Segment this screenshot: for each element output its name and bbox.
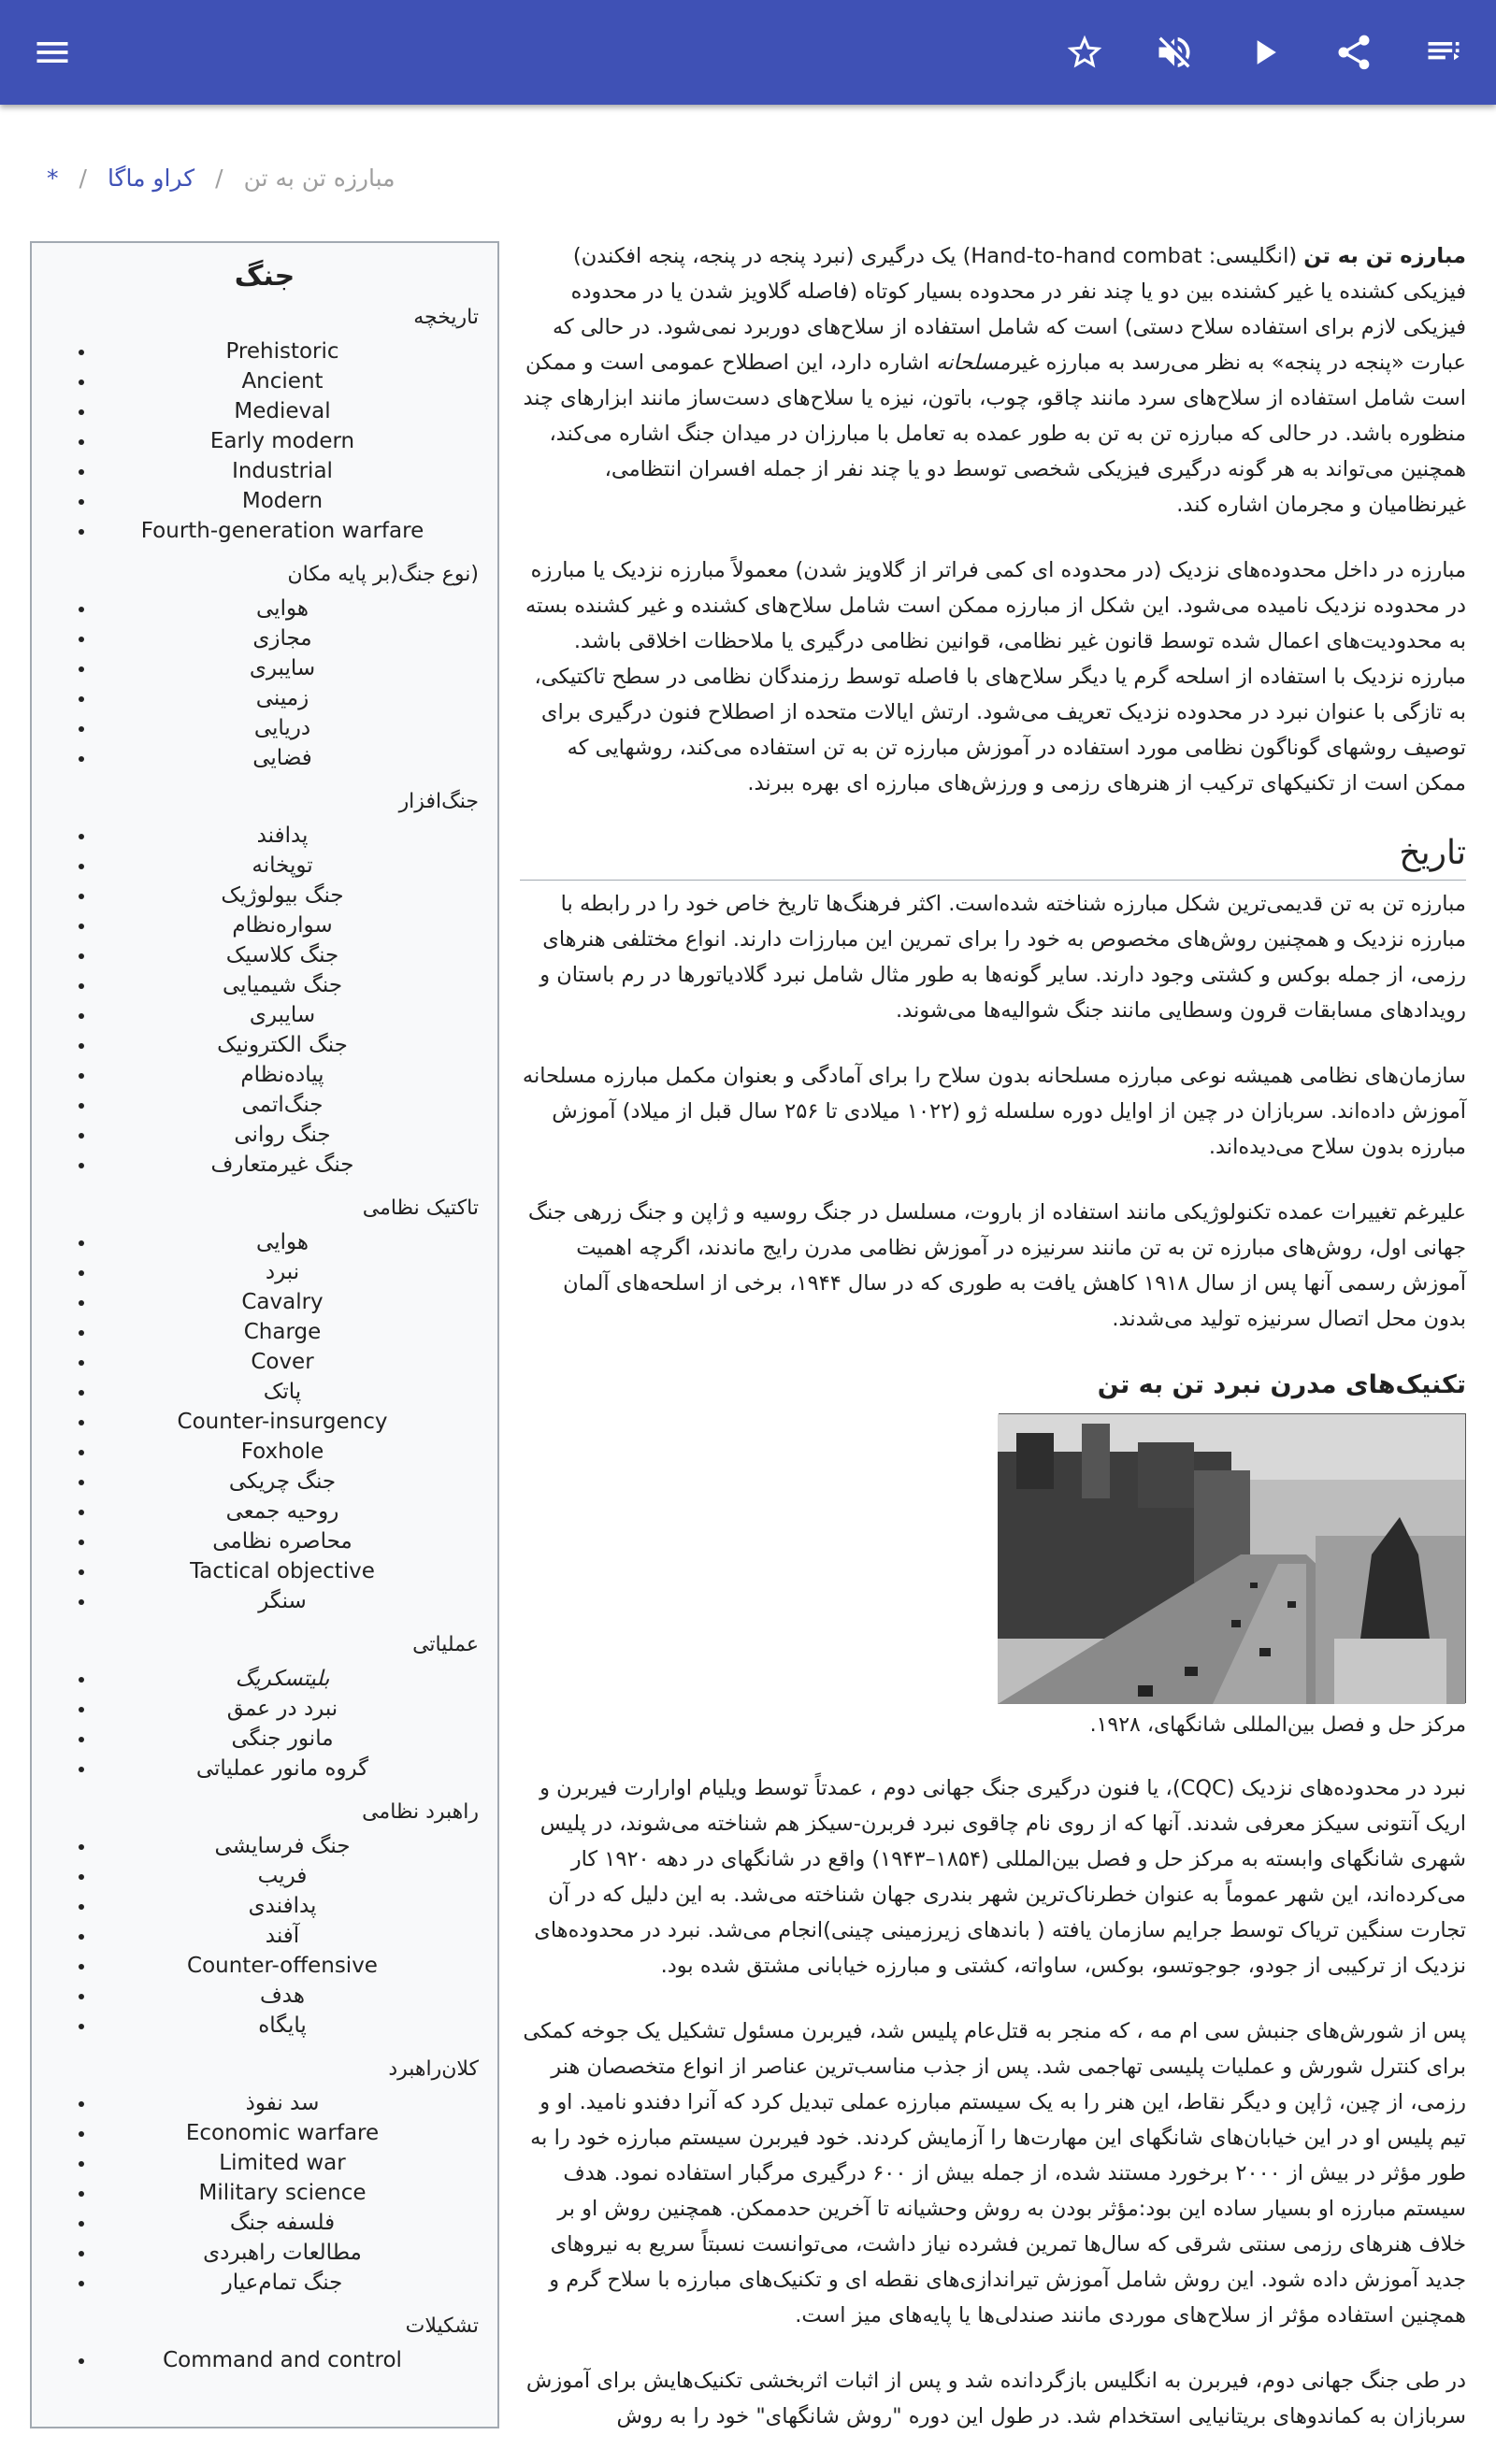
navbox-section-heading[interactable]: راهبرد نظامی	[362, 1800, 479, 1824]
navbox-link[interactable]: هوایی	[47, 1227, 482, 1257]
navbox-link[interactable]: سنگر	[47, 1586, 482, 1616]
navbox-section-heading[interactable]: کلان‌راهبرد	[388, 2057, 479, 2081]
navbox-link[interactable]: پدافند	[47, 821, 482, 851]
navbox-section	[47, 790, 482, 1180]
navbox-link[interactable]: فریب	[47, 1861, 482, 1891]
intro-text-2: اشاره دارد، این اصطلاح عمومی است و ممکن است شامل استفاده از سلاح‌های سرد مانند چاقو، چوب، باتون، نیزه یا سلاح‌های دست‌ساز مانند ابزارهای چند منظوره باشد. در حالی که مبارزه تن به تن به طور عمده به تعامل با مبارزان در میدان جنگ اشاره می‌کند، همچنین می‌تواند به هر گونه درگیری فیزیکی شخصی توسط دو یا چند نفر از جمله افسران انتظامی، غیرنظامیان و مجرمان اشاره کند.	[523, 351, 1466, 517]
paragraph: سازمان‌های نظامی همیشه نوعی مبارزه مسلحانه بدون سلاح را برای آمادگی و بعنوان مکمل مبارزه مسلحانه آموزش داده‌اند. سربازان در چین از اوایل دوره سلسله ژو (۱۰۲۲ میلادی تا ۲۵۶ سال قبل از میلاد) آموزش مبارزه بدون سلاح می‌دیده‌اند.	[522, 1064, 1466, 1159]
navbox-link[interactable]: زمینی	[47, 683, 482, 713]
navbox-link[interactable]: Economic warfare	[47, 2118, 482, 2148]
navbox-section-heading[interactable]: تاکتیک نظامی	[362, 1196, 479, 1220]
share-icon[interactable]	[1309, 0, 1399, 105]
navbox-section	[47, 2057, 482, 2298]
paragraph: نبرد در محدوده‌های نزدیک (CQC)، یا فنون درگیری جنگ جهانی دوم ، عمدتاً توسط ویلیام اوارارت فیربرن و اریک آنتونی سیکز معرفی شدند. آنها که از روی نام چاقوی نبرد فربرن-سیکز هم شناخته می‌شوند، در پلیس شهری شانگهای وابسته به مرکز حل و فصل بین‌المللی (۱۸۵۴–۱۹۴۳) واقع در شانگهای در دهه ۱۹۲۰ کار می‌کرده‌اند، این شهر عموماً به عنوان خطرناک‌ترین شهر بندری جهان شناخته می‌شد. به این دلیل که در آن تجارت سنگین تریاک توسط جرایم سازمان یافته ( باندهای زیرزمینی چینی)انجام می‌شد. نبرد در محدوده‌های نزدیک از ترکیبی از جودو، جوجوتسو، بوکس، ساواته، کشتی و مبارزه خیابانی مشتق شده بود.	[534, 1776, 1466, 1978]
paragraph: مبارزه در داخل محدوده‌های نزدیک (در محدوده ای کمی فراتر از گلاویز شدن) معمولاً مبارزه نزدیک یا مبارزه در محدوده نزدیک نامیده می‌شود. این شکل از مبارزه ممکن است شامل سلاح‌های کشنده و غیر کشنده بسته به محدودیت‌های اعمال شده توسط قانون غیر نظامی، قوانین نظامی درگیری یا ملاحظات اخلاقی باشد. مبارزه نزدیک با استفاده از اسلحه گرم یا دیگر سلاح‌های با فاصله توسط رزمندگان نظامی در سطح تاکتیکی، به تازگی با عنوان نبرد در محدوده نزدیک تعریف می‌شود. ارتش ایالات متحده از اصطلاح فنون درگیری برای توصیف روشهای گوناگون نظامی مورد استفاده در آموزش مبارزه تن به تن استفاده می‌کند، روشهایی که ممکن است از تکنیکهای ترکیب از هنرهای رزمی و ورزش‌های مبارزه ای بهره ببرند.	[525, 558, 1466, 795]
navbox-link[interactable]: Cover	[47, 1347, 482, 1377]
navbox-link[interactable]: جنگ فرسایشی	[47, 1831, 482, 1861]
paragraph: در طی جنگ جهانی دوم، فیربرن به انگلیس بازگردانده شد و پس از اثبات اثربخشی تکنیک‌هایش برای آموزش سربازان به کماندوهای بریتانیایی استخدام شد. در طول این دوره "روش شانگهای" خود را به روش	[525, 2369, 1466, 2428]
navbox-link[interactable]: Cavalry	[47, 1287, 482, 1317]
navbox-link[interactable]: بلیتسکریگ	[47, 1664, 482, 1694]
navbox-link[interactable]: Counter-offensive	[47, 1951, 482, 1981]
figure-caption: مرکز حل و فصل بین‌المللی شانگهای، ۱۹۲۸.	[1089, 1713, 1466, 1737]
navbox-link[interactable]: Tactical objective	[47, 1556, 482, 1586]
navbox-sections	[47, 306, 482, 2375]
star-outline-icon[interactable]	[1040, 0, 1129, 105]
navbox-link[interactable]: Modern	[47, 486, 482, 516]
navbox-link[interactable]: سایبری	[47, 653, 482, 683]
navbox-link[interactable]: جنگ‌اتمی	[47, 1090, 482, 1120]
breadcrumb-home[interactable]: *	[47, 165, 59, 192]
navbox-link[interactable]: Command and control	[47, 2345, 482, 2375]
navbox-section	[47, 563, 482, 773]
figure-shanghai	[999, 1413, 1466, 1703]
navbox-list	[47, 2088, 482, 2298]
navbox-list	[47, 821, 482, 1180]
app-bar	[0, 0, 1496, 105]
navbox-link[interactable]: هوایی	[47, 594, 482, 623]
navbox-link[interactable]: جنگ کلاسیک	[47, 940, 482, 970]
photo-illustration	[998, 1414, 1465, 1704]
navbox-link[interactable]: جنگ غیرمتعارف	[47, 1150, 482, 1180]
volume-off-icon[interactable]	[1129, 0, 1219, 105]
navbox-link[interactable]: دریایی	[47, 713, 482, 743]
navbox-link[interactable]: نبرد در عمق	[47, 1694, 482, 1724]
intro-paragraph	[520, 238, 1466, 523]
navbox-link[interactable]: سایبری	[47, 1000, 482, 1030]
navbox-link[interactable]: Military science	[47, 2178, 482, 2208]
navbox-list	[47, 2345, 482, 2375]
breadcrumb	[47, 165, 396, 192]
navbox-link[interactable]: نبرد	[47, 1257, 482, 1287]
playlist-icon[interactable]	[1399, 0, 1489, 105]
navbox-link[interactable]: روحیه جمعی	[47, 1497, 482, 1526]
navbox-list	[47, 1227, 482, 1616]
navbox-link[interactable]: پیاده‌نظام	[47, 1060, 482, 1090]
war-navbox	[30, 241, 499, 2428]
breadcrumb-separator: /	[79, 165, 87, 192]
navbox-link[interactable]: محاصره نظامی	[47, 1526, 482, 1556]
navbox-link[interactable]: پاتک	[47, 1377, 482, 1407]
navbox-link[interactable]: پایگاه	[47, 2011, 482, 2041]
article-subject: مبارزه تن به تن	[1303, 244, 1466, 268]
navbox-link[interactable]: Prehistoric	[47, 337, 482, 366]
section-heading-history: تاریخ	[520, 831, 1466, 881]
navbox-title[interactable]: جنگ	[234, 260, 295, 293]
navbox-link[interactable]: Industrial	[47, 456, 482, 486]
navbox-link[interactable]: جنگ بیولوژیک	[47, 881, 482, 910]
navbox-link[interactable]: Medieval	[47, 396, 482, 426]
menu-icon[interactable]	[0, 0, 105, 105]
navbox-link[interactable]: Early modern	[47, 426, 482, 456]
navbox-link[interactable]: جنگ شیمیایی	[47, 970, 482, 1000]
navbox-link[interactable]: توپخانه	[47, 851, 482, 881]
paragraph: پس از شورش‌های جنبش سی ام مه ، که منجر به قتل‌عام پلیس شد، فیربرن مسئول تشکیل یک جوخه کمکی برای کنترل شورش و عملیات پلیسی تهاجمی شد. پس از جذب مناسب‌ترین عناصر از انواع متخصصان هنر رزمی، از چین، ژاپن و دیگر نقاط، این هنر را به یک سیستم مبارزه عملی تبدیل کرد که آنرا دفندو نامید. او و تیم پلیس او در این خیابان‌های شانگهای این مهارت‌ها را آزمایش کردند. خود فیربرن سیستم مبارزه خود را به طور مؤثر در بیش از ۲۰۰۰ برخورد مستند شده، از جمله بیش از ۶۰۰ درگیری مرگبار استفاده نمود. هدف سیستم مبارزه او بسیار ساده این بود:مؤثر بودن به روش وحشیانه تا آخرین حدممکن. همچنین روش او بر خلاف هنرهای رزمی سنتی شرقی که سال‌ها تمرین فشرده نیاز داشت، می‌توانست نسبتاً سریع به نیروهای جدید آموزش داده شود. این روش شامل آموزش تیراندازی‌های نقطه ای و تکنیک‌های مبارزه با سلاح گرم و همچنین استفاده مؤثر از سلاح‌های موردی مانند صندلی‌ها یا پایه‌های میز است.	[523, 2019, 1466, 2328]
navbox-list	[47, 1664, 482, 1784]
intro-italic: مسلحانه	[936, 351, 1011, 375]
navbox-link[interactable]: Counter-insurgency	[47, 1407, 482, 1437]
navbox-link[interactable]: سواره‌نظام	[47, 910, 482, 940]
play-icon[interactable]	[1219, 0, 1309, 105]
paragraph: علیرغم تغییرات عمده تکنولوژیکی مانند استفاده از باروت، مسلسل در جنگ روسیه و ژاپن و جنگ زرهی جنگ جهانی اول، روش‌های مبارزه تن به تن مانند سرنیزه در آموزش نظامی مدرن رایج ماندند، اگرچه اهمیت آموزش رسمی آنها پس از سال ۱۹۱۸ کاهش یافت به طوری که در سال ۱۹۴۴، برخی از اسلحه‌های آلمان بدون محل اتصال سرنیزه تولید می‌شدند.	[527, 1200, 1466, 1331]
navbox-section-heading[interactable]: تاریخچه	[413, 306, 479, 329]
navbox-link[interactable]: مطالعات راهبردی	[47, 2238, 482, 2268]
intro-text: (انگلیسی: Hand-to-hand combat) یک درگیری (نبرد پنجه در پنجه، پنجه افکندن) فیزیکی کشنده یا غیر کشنده بین دو یا چند نفر در محدوده بسیار کوتاه (فاصله گلاویز شدن یا در محدوده فیزیکی لازم برای استفاده سلاح دستی) است که شامل استفاده از سلاح‌های دوربرد نمی‌شود. در حالی که عبارت «پنجه در پنجه» به نظر می‌رسد به مبارزه غیر	[552, 244, 1466, 375]
paragraph: مبارزه تن به تن قدیمی‌ترین شکل مبارزه شناخته شده‌است. اکثر فرهنگ‌ها تاریخ خاص خود را در رابطه با مبارزه نزدیک و همچنین روش‌های مخصوص به خود را برای تمرین این مبارزات دارند. انواع مختلفی هنرهای رزمی، از جمله بوکس و کشتی وجود دارند. سایر گونه‌ها به طور مثال شامل نبرد گلادیاتورها در رم باستان و رویدادهای مسابقات قرون وسطایی مانند جنگ شوالیه‌ها می‌شوند.	[539, 892, 1466, 1023]
navbox-section	[47, 1800, 482, 2041]
section-heading-modern: تکنیک‌های مدرن نبرد تن به تن	[1097, 1370, 1466, 1399]
navbox-section-heading[interactable]: عملیاتی	[412, 1633, 479, 1656]
navbox-link[interactable]: جنگ چریکی	[47, 1467, 482, 1497]
navbox-link[interactable]: Charge	[47, 1317, 482, 1347]
navbox-link[interactable]: پدافندی	[47, 1891, 482, 1921]
navbox-link[interactable]: Ancient	[47, 366, 482, 396]
navbox-link[interactable]: هدف	[47, 1981, 482, 2011]
navbox-link[interactable]: گروه مانور عملیاتی	[47, 1754, 482, 1784]
navbox-link[interactable]: جنگ روانی	[47, 1120, 482, 1150]
navbox-list	[47, 337, 482, 546]
navbox-link[interactable]: Limited war	[47, 2148, 482, 2178]
navbox-section-heading[interactable]: تشکیلات	[405, 2314, 479, 2338]
navbox-link[interactable]: آفند	[47, 1921, 482, 1951]
navbox-section-heading[interactable]: (نوع جنگ(بر پایه مکان	[287, 563, 479, 586]
breadcrumb-parent[interactable]: کراو ماگا	[107, 165, 195, 192]
navbox-link[interactable]: Foxhole	[47, 1437, 482, 1467]
breadcrumb-separator: /	[215, 165, 223, 192]
navbox-list	[47, 594, 482, 773]
navbox-link[interactable]: جنگ تمام‌عیار	[47, 2268, 482, 2298]
shanghai-photo[interactable]	[999, 1413, 1466, 1703]
navbox-section	[47, 1633, 482, 1784]
navbox-link[interactable]: مانور جنگی	[47, 1724, 482, 1754]
navbox-section	[47, 306, 482, 546]
navbox-link[interactable]: فلسفه جنگ	[47, 2208, 482, 2238]
navbox-link[interactable]: فضایی	[47, 743, 482, 773]
navbox-section	[47, 2314, 482, 2375]
article-body	[520, 238, 1466, 2464]
navbox-list	[47, 1831, 482, 2041]
navbox-link[interactable]: جنگ الکترونیک	[47, 1030, 482, 1060]
navbox-link[interactable]: Fourth-generation warfare	[47, 516, 482, 546]
navbox-section	[47, 1196, 482, 1616]
navbox-link[interactable]: مجازی	[47, 623, 482, 653]
navbox-link[interactable]: سد نفوذ	[47, 2088, 482, 2118]
navbox-section-heading[interactable]: جنگ‌افزار	[398, 790, 479, 813]
breadcrumb-current: مبارزه تن به تن	[243, 165, 396, 192]
app-bar-actions	[1040, 0, 1489, 105]
